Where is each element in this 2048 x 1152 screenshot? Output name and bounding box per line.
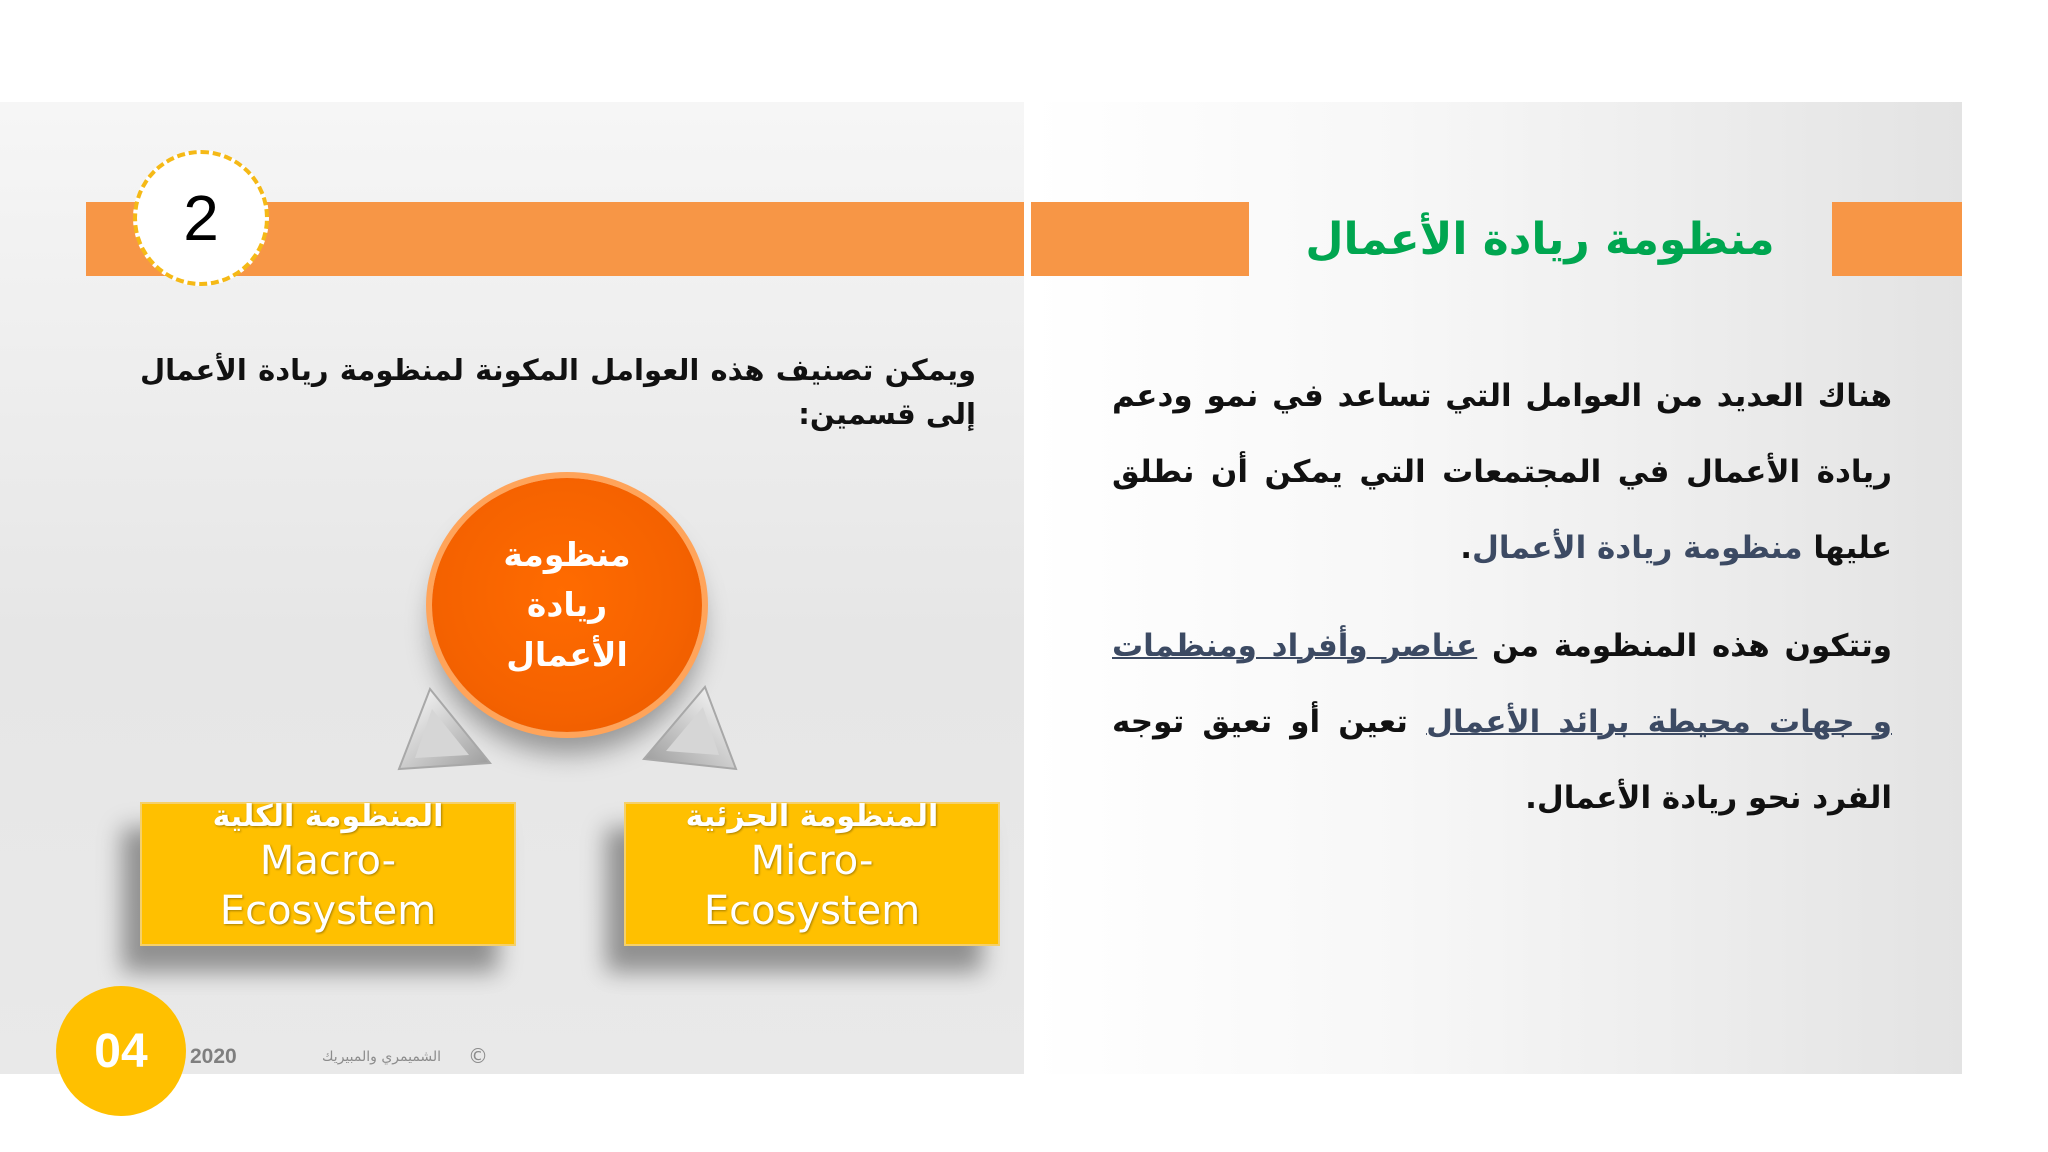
slide-title: منظومة ريادة الأعمال — [1305, 214, 1775, 265]
copyright-icon: © — [468, 1044, 488, 1068]
right-orange-band-right — [1832, 202, 1962, 276]
micro-ecosystem-line2: Ecosystem — [703, 888, 921, 934]
micro-ecosystem-box — [624, 799, 1000, 946]
paragraph-1-highlight: منظومة ريادة الأعمال — [1472, 530, 1803, 566]
intro-text: ويمكن تصنيف هذه العوامل المكونة لمنظومة ريادة الأعمال إلى قسمين: — [140, 353, 976, 431]
hub-line-1: منظومة — [503, 535, 631, 574]
page-number: 04 — [94, 1024, 148, 1078]
micro-ecosystem-arabic: المنظومة الجزئية — [685, 799, 939, 834]
right-triangle-icon — [640, 683, 740, 773]
paragraph-1 — [1112, 358, 1892, 586]
paragraph-2-rest: تعين أو تعيق توجه الفرد نحو ريادة الأعمال — [1112, 704, 1892, 816]
page-number-badge — [56, 986, 186, 1116]
paragraph-1-end: . — [1460, 530, 1472, 566]
micro-ecosystem-line1: Micro- — [750, 838, 874, 884]
step-number: 2 — [183, 182, 219, 254]
footer-year: 2020 — [190, 1045, 237, 1068]
macro-ecosystem-line2: Ecosystem — [219, 888, 437, 934]
footer-authors: الشميمري والمبيريك — [322, 1049, 442, 1065]
paragraph-2-start: وتتكون هذه المنظومة من — [1477, 628, 1892, 664]
hub-line-3: الأعمال — [506, 635, 628, 674]
left-triangle-icon — [395, 685, 495, 775]
step-number-badge — [133, 150, 269, 286]
macro-ecosystem-line1: Macro- — [259, 838, 397, 884]
paragraph-2-link[interactable]: عناصر وأفراد ومنظمات و جهات محيطة برائد الأعمال — [1112, 628, 1892, 740]
right-orange-band-left — [1031, 202, 1249, 276]
macro-ecosystem-arabic: المنظومة الكلية — [212, 799, 444, 834]
paragraph-2 — [1112, 608, 1892, 836]
paragraph-1-text: هناك العديد من العوامل التي تساعد في نمو ودعم ريادة الأعمال في المجتمعات التي يمكن أن نطلق عليها — [1112, 378, 1892, 566]
macro-ecosystem-box — [140, 799, 516, 946]
paragraph-2-end: . — [1525, 780, 1537, 816]
hub-line-2: ريادة — [526, 585, 608, 624]
right-body-text — [1112, 358, 1892, 858]
